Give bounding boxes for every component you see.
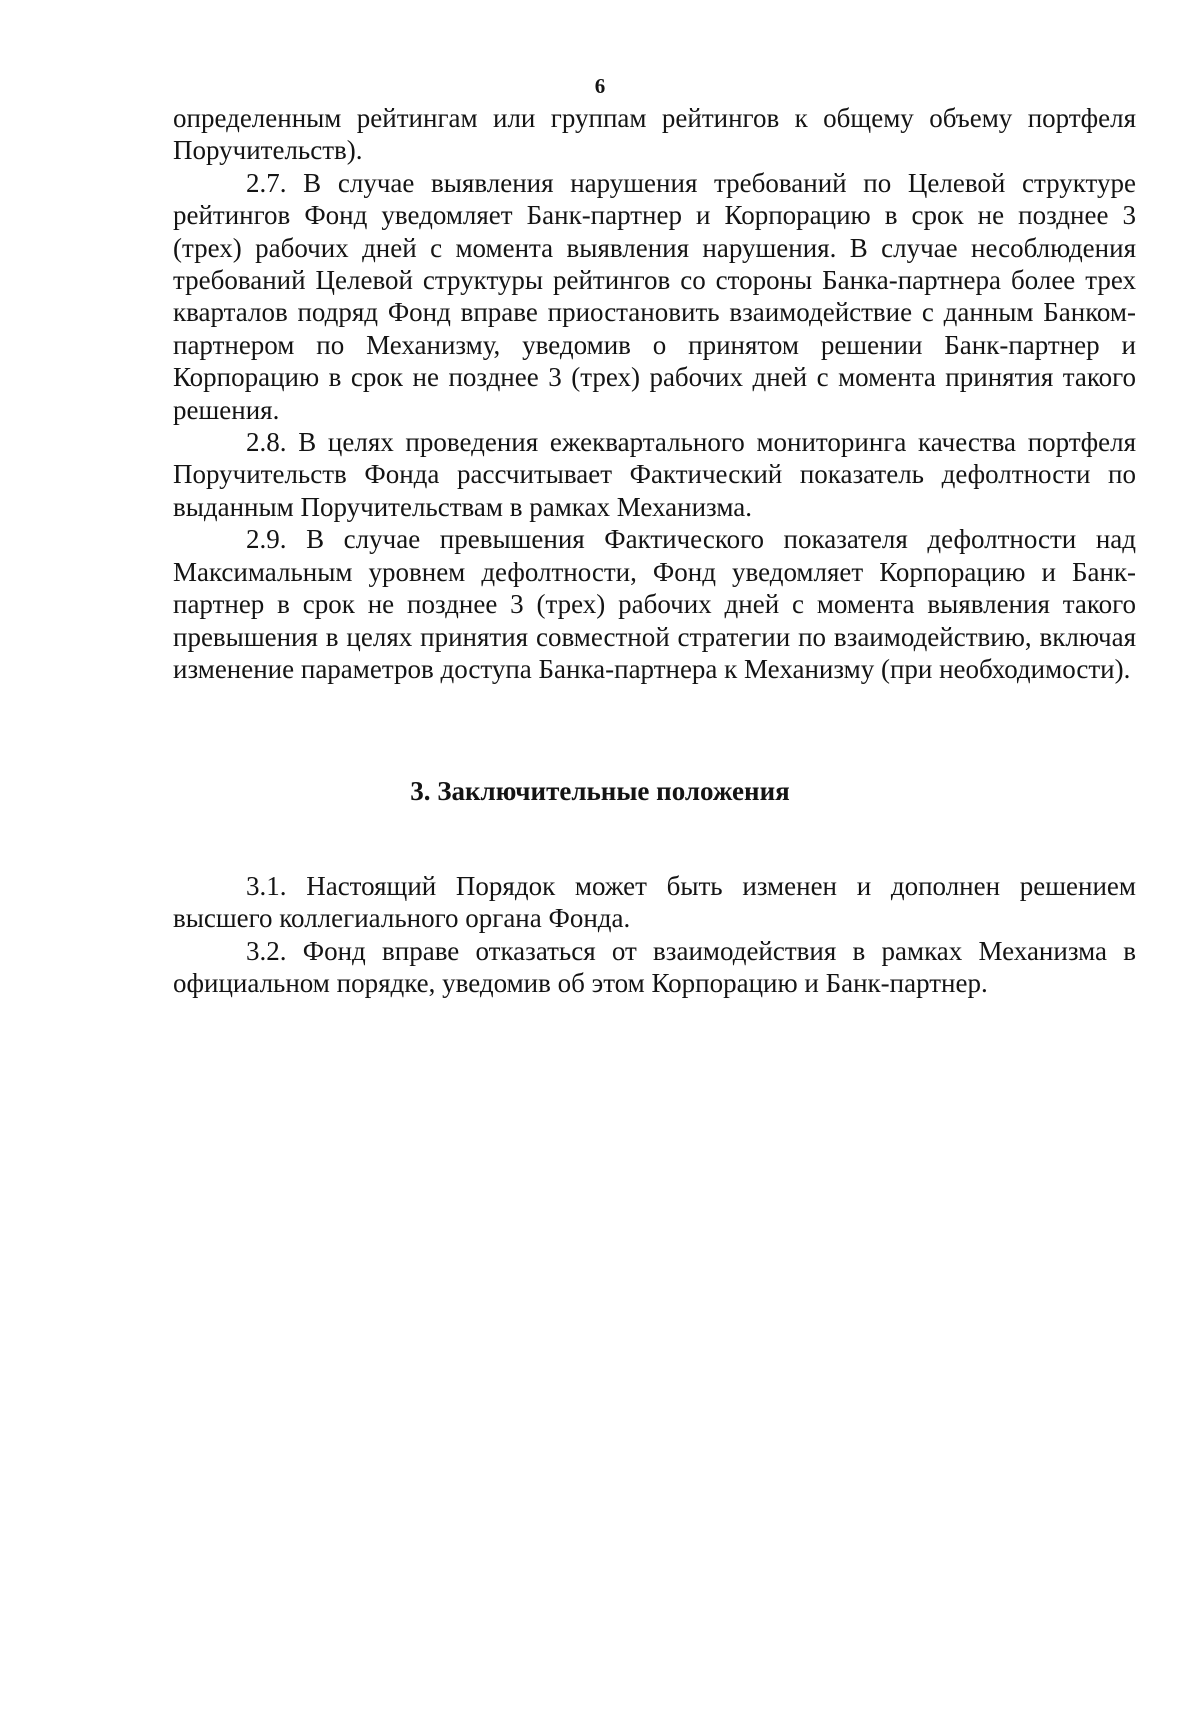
section-3-body: [173, 870, 1136, 1000]
page-number: 6: [594, 74, 606, 98]
section-2-continuation: [173, 102, 1136, 685]
carry-over-paragraph: определенным рейтингам или группам рейтингов к общему объему портфеля Поручительств).: [173, 103, 1136, 166]
paragraph-3-1: 3.1. Настоящий Порядок может быть изменен и дополнен решением высшего коллегиального органа Фонда.: [173, 871, 1136, 934]
paragraph-2-8: 2.8. В целях проведения ежеквартального мониторинга качества портфеля Поручительств Фонда рассчитывает Фактический показатель дефолтности по выданным Поручительствам в рамках Механизма.: [173, 427, 1136, 522]
paragraph-2-9: 2.9. В случае превышения Фактического показателя дефолтности над Максимальным уровнем дефолтности, Фонд уведомляет Корпорацию и Банк-партнер в срок не позднее 3 (трех) рабочих дней с момента выявления такого превышения в целях принятия совместной стратегии по взаимодействию, включая изменение параметров доступа Банка-партнера к Механизму (при необходимости).: [173, 524, 1136, 684]
paragraph-3-2: 3.2. Фонд вправе отказаться от взаимодействия в рамках Механизма в официальном порядке, уведомив об этом Корпорацию и Банк-партнер.: [173, 935, 1136, 999]
paragraph-2-7: 2.7. В случае выявления нарушения требований по Целевой структуре рейтингов Фонд уведомляет Банк-партнер и Корпорацию в срок не позднее 3 (трех) рабочих дней с момента выявления нарушения. В случае несоблюдения требований Целевой структуры рейтингов со стороны Банка-партнера более трех кварталов подряд Фонд вправе приостановить взаимодействие с данным Банком-партнером по Механизму, уведомив о принятом решении Банк-партнер и Корпорацию в срок не позднее 3 (трех) рабочих дней с момента принятия такого решения.: [173, 167, 1136, 425]
section-3-heading: 3. Заключительные положения: [410, 776, 790, 806]
